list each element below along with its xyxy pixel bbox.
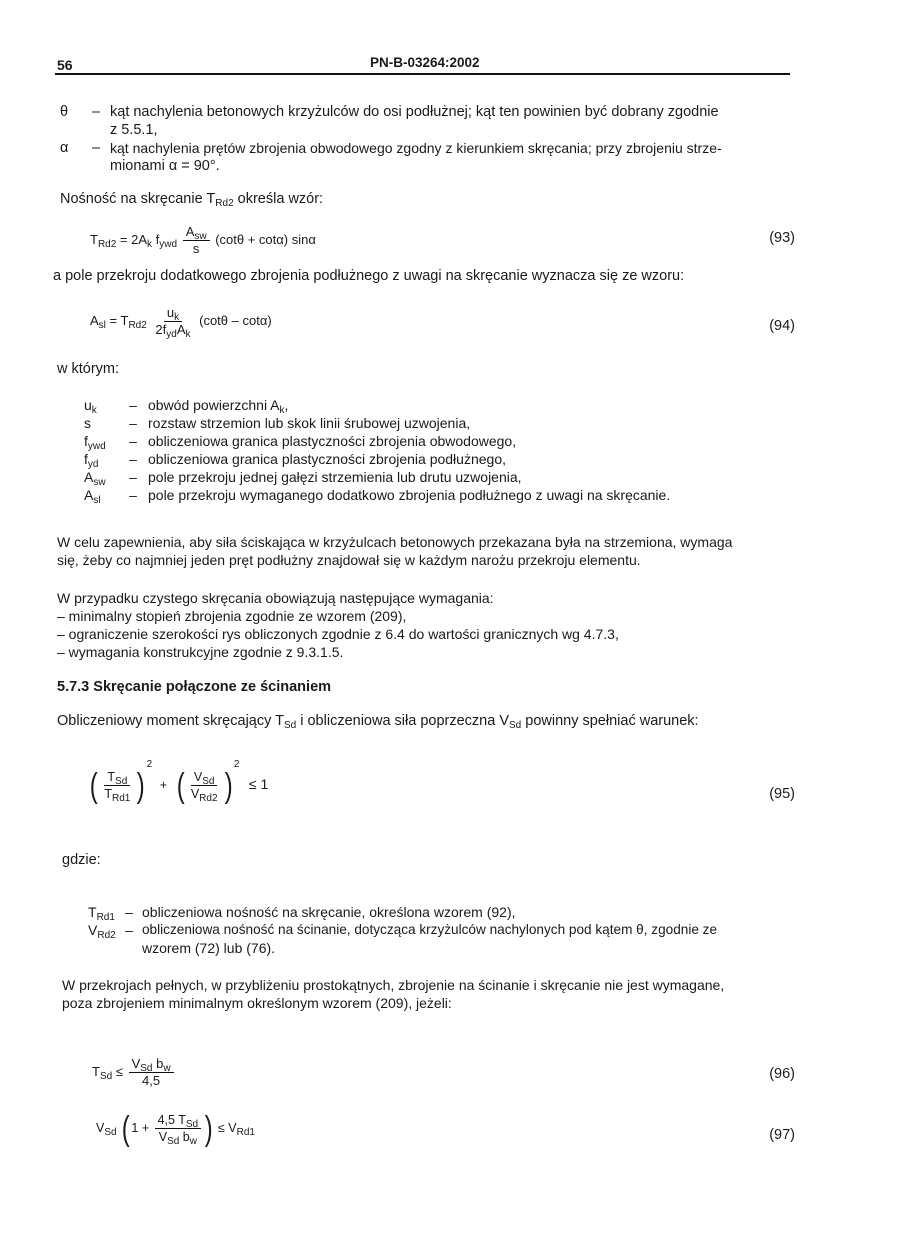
eq-sub: Rd2 (128, 319, 147, 331)
def-text: pole przekroju wymaganego dodatkowo zbrojenia podłużnego z uwagi na skręcanie. (148, 487, 671, 503)
text-line: W przypadku czystego skręcania obowiązują następujące wymagania: (57, 590, 494, 606)
eq-sub: Sd (167, 1136, 180, 1147)
p-czyste (57, 589, 619, 661)
eq-sub: sw (194, 231, 207, 242)
eq-sym: b (179, 1130, 190, 1144)
eq-sym: = T (105, 312, 129, 328)
eq-sym: b (152, 1056, 164, 1071)
def-symbol: θ (60, 104, 69, 120)
def-text: kąt nachylenia betonowych krzyżulców do osi podłużnej; kąt ten powinien być dobrany zgodnie (110, 104, 719, 120)
paren-close: ) (204, 1109, 213, 1148)
text: określa wzór: (233, 191, 324, 207)
eq-sub: sl (98, 319, 106, 331)
def-dash: – (125, 904, 133, 920)
list-item: – minimalny stopień zbrojenia zgodnie ze wzorem (209), (57, 608, 407, 624)
eq-sym: V (190, 787, 200, 802)
def-row (84, 396, 670, 414)
def-sub: Rd1 (96, 912, 115, 923)
text-line: poza zbrojeniem minimalnym określonym wzorem (209), jeżeli: (62, 995, 452, 1011)
header-rule (55, 73, 790, 75)
eq-number-93: (93) (769, 230, 795, 246)
p-pole: a pole przekroju dodatkowego zbrojenia podłużnego z uwagi na skręcanie wyznacza się ze wzoru: (53, 268, 685, 284)
def-theta (60, 103, 790, 121)
eq-sym: 4,5 T (157, 1113, 186, 1127)
eq-sym: V (158, 1130, 168, 1144)
eq-number-97: (97) (769, 1127, 795, 1143)
eq-sub: w (163, 1063, 171, 1074)
def-symbol: s (84, 415, 91, 431)
page-number: 56 (57, 57, 73, 73)
def-dash: – (129, 487, 137, 503)
text-line: W przekrojach pełnych, w przybliżeniu prostokątnych, zbrojenie na ścinanie i skręcanie nie jest wymagane, (62, 977, 725, 993)
def-text: obliczeniowa nośność na ścinanie, dotycząca krzyżulców nachylonych pod kątem θ, zgodnie ze (142, 922, 718, 937)
eq-sym: 1 + (131, 1120, 150, 1135)
def-symbol: A (84, 469, 94, 485)
eq-sub: yd (166, 329, 177, 340)
def-dash: – (91, 140, 101, 156)
def-symbol: u (84, 397, 92, 413)
def-text-cont: z 5.5.1, (110, 122, 158, 138)
eq-exp: 2 (146, 759, 153, 770)
subscript: Rd2 (215, 198, 234, 209)
def-dash: – (91, 104, 101, 120)
eq-sub: Sd (202, 776, 215, 788)
def-text: , (284, 397, 289, 413)
def-row (84, 468, 670, 486)
eq-number-96: (96) (769, 1066, 795, 1082)
def-theta-cont (60, 121, 790, 139)
def-row (88, 903, 717, 921)
eq-number-94: (94) (769, 318, 795, 334)
eq-sym: T (107, 770, 116, 785)
def-row-cont (88, 939, 717, 957)
eq-sym: A (176, 322, 186, 337)
equation-93 (90, 224, 316, 257)
eq-tail: (cotθ – cotα) (199, 312, 272, 328)
def-sub: Rd2 (97, 930, 116, 941)
eq-sub: Sd (104, 1126, 117, 1138)
eq-sym: 4,5 (142, 1073, 161, 1088)
def-sub: sl (93, 495, 101, 506)
text: Obliczeniowy moment skręcający T (57, 713, 284, 729)
eq-sub: Rd1 (236, 1126, 255, 1138)
standard-code: PN-B-03264:2002 (370, 55, 480, 70)
eq-sub: Rd1 (111, 793, 131, 805)
eq-sym: V (131, 1056, 141, 1071)
def-row (84, 450, 670, 468)
eq-sym: f (152, 231, 160, 247)
def-symbol: f (84, 451, 88, 467)
def-row (84, 432, 670, 450)
eq-sym: T (104, 787, 112, 802)
defs-mid (84, 396, 670, 504)
equation-94 (90, 305, 272, 338)
def-symbol: f (84, 433, 88, 449)
section-heading: 5.7.3 Skręcanie połączone ze ścinaniem (57, 679, 332, 695)
eq-rel: ≤ 1 (248, 776, 269, 792)
eq-plus: + (159, 778, 168, 792)
def-row (88, 921, 717, 939)
subscript: Sd (283, 720, 297, 731)
eq-number-95: (95) (769, 786, 795, 802)
p-moment (57, 713, 699, 729)
paren-close: ) (224, 766, 233, 805)
def-row (84, 414, 670, 432)
eq-rel: ≤ V (217, 1120, 237, 1135)
def-text: obliczeniowa granica plastyczności zbrojenia podłużnego, (148, 451, 506, 467)
defs-bot (88, 903, 717, 957)
text: i obliczeniowa siła poprzeczna V (296, 713, 509, 729)
subscript: Sd (509, 720, 522, 731)
defs-top (60, 103, 790, 175)
def-symbol: T (88, 904, 97, 920)
def-row (84, 486, 670, 504)
text: Nośność na skręcanie T (60, 191, 216, 207)
def-text: obliczeniowa nośność na skręcanie, określona wzorem (92), (142, 904, 516, 920)
paren-open: ( (89, 766, 98, 805)
equation-96 (92, 1056, 176, 1089)
paren-open: ( (176, 766, 185, 805)
eq-sub: Sd (185, 1119, 199, 1130)
eq-sub: Sd (115, 776, 128, 788)
eq-sub: k (185, 329, 191, 340)
list-item: – wymagania konstrukcyjne zgodnie z 9.3.1.5. (57, 644, 344, 660)
def-text-cont: wzorem (72) lub (76). (142, 940, 276, 956)
def-sub: sw (93, 477, 106, 488)
def-alpha-cont (60, 157, 790, 175)
def-text: pole przekroju jednej gałęzi strzemienia lub drutu uzwojenia, (148, 469, 522, 485)
eq-fraction (155, 1112, 202, 1145)
def-symbol: A (84, 487, 94, 503)
eq-fraction (188, 769, 221, 805)
paren-close: ) (137, 766, 145, 805)
eq-fraction (101, 769, 133, 805)
def-dash: – (129, 433, 137, 449)
def-text: rozstaw strzemion lub skok linii śrubowej uzwojenia, (148, 415, 471, 431)
def-sub: ywd (87, 441, 106, 452)
list-item: – ograniczenie szerokości rys obliczonych zgodnie z 6.4 do wartości granicznych wg 4.7.3, (57, 626, 619, 642)
eq-sym: s (192, 241, 200, 256)
eq-sub: k (174, 312, 180, 323)
def-dash: – (129, 397, 137, 413)
eq-sym: A (90, 312, 99, 328)
def-alpha (60, 139, 790, 157)
eq-sym: = 2A (116, 231, 148, 247)
eq-sym: u (166, 305, 175, 320)
def-text: obwód powierzchni A (148, 397, 280, 413)
eq-sub: Rd2 (199, 793, 218, 805)
text: powinny spełniać warunek: (521, 713, 699, 729)
def-dash: – (129, 415, 137, 431)
eq-fraction (129, 1056, 174, 1089)
def-sub: yd (87, 459, 99, 470)
def-sub: k (279, 405, 285, 416)
paren-open: ( (121, 1109, 130, 1148)
def-symbol: α (60, 140, 69, 156)
eq-sym: V (193, 770, 203, 785)
def-dash: – (129, 451, 137, 467)
eq-sub: k (147, 238, 153, 250)
def-sub: k (91, 405, 97, 416)
equation-97 (96, 1109, 255, 1148)
p-pelne (62, 976, 724, 1012)
eq-fraction (152, 305, 193, 338)
eq-sym: T (90, 231, 98, 247)
w-ktorym: w którym: (57, 361, 120, 377)
eq-sub: w (189, 1136, 197, 1147)
text-line: W celu zapewnienia, aby siła ściskająca w krzyżulcach betonowych przekazana była na strzemiona, wymaga (57, 534, 733, 550)
def-text-cont: mionami α = 90°. (110, 158, 220, 174)
eq-sym: 2f (155, 322, 167, 337)
def-dash: – (129, 469, 137, 485)
eq-sub: Sd (99, 1070, 113, 1082)
eq-sub: Sd (140, 1063, 153, 1074)
def-dash: – (125, 922, 133, 938)
eq-exp: 2 (233, 759, 240, 770)
def-text: obliczeniowa granica plastyczności zbrojenia obwodowego, (148, 433, 517, 449)
eq-sym: V (96, 1120, 105, 1135)
text-line: się, żeby co najmniej jeden pręt podłużny znajdował się w każdym narożu przekroju elementu. (57, 552, 641, 568)
eq-sub: Rd2 (97, 238, 117, 250)
gdzie: gdzie: (62, 852, 101, 868)
eq-sym: T (92, 1063, 100, 1079)
eq-tail: (cotθ + cotα) sinα (215, 231, 316, 247)
eq-rel: ≤ (115, 1063, 123, 1079)
def-symbol: V (88, 922, 98, 938)
eq-sub: ywd (159, 238, 178, 250)
equation-95 (88, 759, 269, 805)
def-text: kąt nachylenia prętów zbrojenia obwodowego zgodny z kierunkiem skręcania; przy zbrojeniu strze- (110, 140, 722, 156)
eq-fraction (183, 224, 210, 257)
p-nosnosc (60, 191, 323, 207)
eq-sym: A (185, 224, 195, 239)
p-wcelu (57, 533, 732, 569)
